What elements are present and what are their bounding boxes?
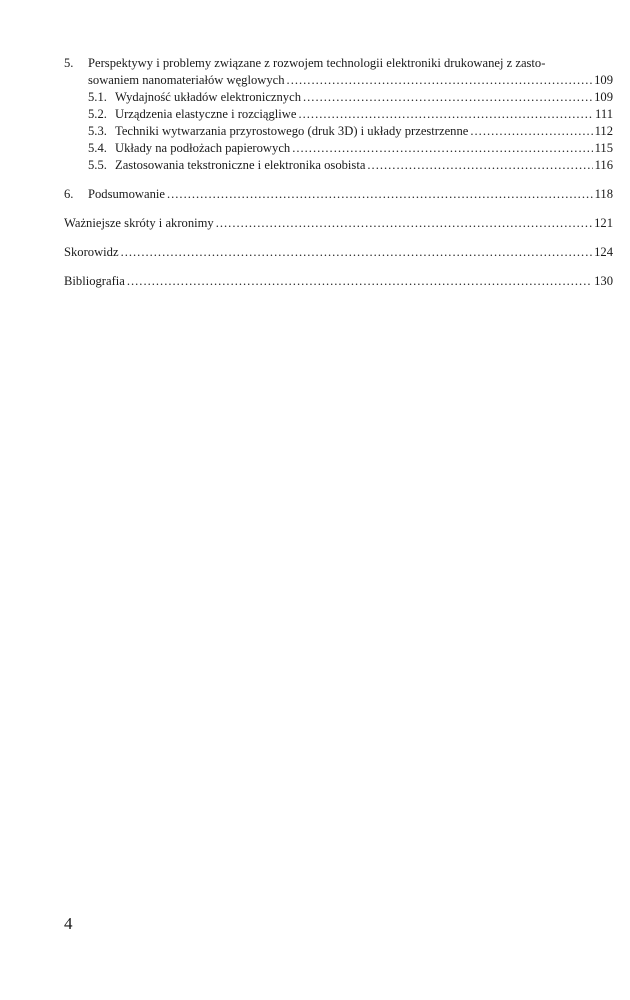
toc-entry-title: Ważniejsze skróty i akronimy: [64, 216, 214, 230]
dot-leader: [287, 72, 593, 89]
toc-abbreviations: [64, 215, 613, 232]
toc-chapter-5: [64, 55, 613, 174]
dot-leader: [298, 106, 593, 123]
toc-entry-page: 121: [594, 216, 613, 230]
toc-entry-page: 116: [594, 158, 613, 172]
toc-bibliography: [64, 273, 613, 290]
toc-subentry[interactable]: [64, 106, 613, 123]
toc-subentry[interactable]: [64, 89, 613, 106]
toc-entry-title: Perspektywy i problemy związane z rozwojem technologii elektroniki drukowanej z zasto-: [88, 56, 546, 70]
dot-leader: [127, 273, 592, 290]
dot-leader: [470, 123, 592, 140]
toc-entry-title: Skorowidz: [64, 245, 119, 259]
toc-entry-page: 115: [594, 141, 613, 155]
dot-leader: [303, 89, 592, 106]
dot-leader: [292, 140, 592, 157]
table-of-contents: [64, 55, 613, 302]
toc-entry-title: Techniki wytwarzania przyrostowego (druk 3D) i układy przestrzenne: [115, 124, 469, 138]
toc-entry-title: Urządzenia elastyczne i rozciągliwe: [115, 107, 297, 121]
toc-entry[interactable]: [64, 244, 613, 261]
toc-entry-title: Układy na podłożach papierowych: [115, 141, 291, 155]
toc-index: [64, 244, 613, 261]
toc-entry-page: 109: [594, 90, 613, 104]
toc-entry-page: 124: [594, 245, 613, 259]
toc-entry[interactable]: [64, 55, 613, 89]
toc-subentry[interactable]: [64, 140, 613, 157]
toc-entry-number: 5.5.: [88, 158, 107, 172]
toc-entry-title: Zastosowania tekstroniczne i elektronika osobista: [115, 158, 366, 172]
toc-entry-title: Podsumowanie: [88, 187, 165, 201]
toc-entry-number: 5.2.: [88, 107, 107, 121]
toc-entry-number: 5.3.: [88, 124, 107, 138]
toc-entry-page: 118: [594, 187, 613, 201]
toc-entry-title: Wydajność układów elektronicznych: [115, 90, 301, 104]
page-number: 4: [64, 914, 73, 933]
toc-entry-page: 109: [594, 73, 613, 87]
toc-entry[interactable]: [64, 273, 613, 290]
toc-subentry[interactable]: [64, 123, 613, 140]
toc-entry[interactable]: [64, 215, 613, 232]
toc-entry-number: 6.: [64, 187, 74, 201]
toc-entry-number: 5.: [64, 56, 74, 70]
dot-leader: [216, 215, 592, 232]
toc-subentry[interactable]: [64, 157, 613, 174]
toc-chapter-6: [64, 186, 613, 203]
toc-entry-title: Bibliografia: [64, 274, 125, 288]
toc-entry[interactable]: [64, 186, 613, 203]
dot-leader: [121, 244, 593, 261]
dot-leader: [367, 157, 592, 174]
toc-entry-page: 130: [594, 274, 613, 288]
toc-entry-number: 5.1.: [88, 90, 107, 104]
toc-entry-page: 112: [594, 124, 613, 138]
toc-entry-page: 111: [595, 107, 613, 121]
toc-entry-number: 5.4.: [88, 141, 107, 155]
toc-entry-title-continued: sowaniem nanomateriałów węglowych: [88, 73, 285, 87]
dot-leader: [167, 186, 593, 203]
